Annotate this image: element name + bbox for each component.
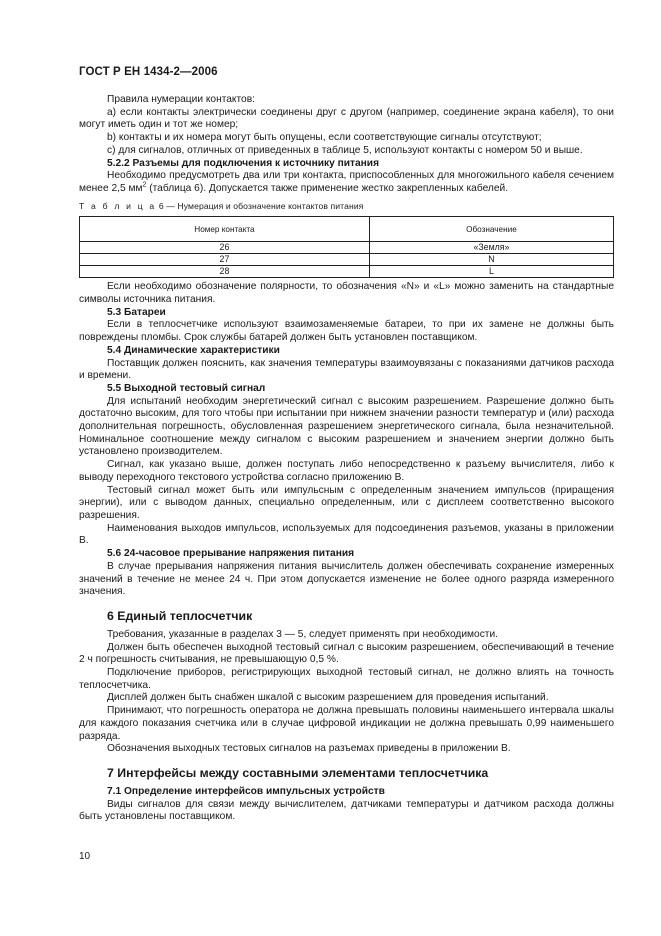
list-item: a) если контакты электрически соединены друг с другом (например, соединение экрана кабеля), то они могут иметь один и тот же номер; <box>79 106 614 131</box>
paragraph: Дисплей должен быть снабжен шкалой с высоким разрешением для проведения испытаний. <box>107 692 549 704</box>
text: (таблица 6). Допускается также применение жестко закрепленных кабелей. <box>146 182 509 194</box>
paragraph: Подключение приборов, регистрирующих выходной тестовый сигнал, не должно влиять на точность теплосчетчика. <box>79 667 614 691</box>
paragraph: Принимают, что погрешность оператора не должна превышать половины наименьшего интервала шкалы для каждого показания счетчика или в случае цифровой индикации не должна превышать 0,99 наименьшего разряда. <box>79 705 614 742</box>
paragraph: Если необходимо обозначение полярности, то обозначения «N» и «L» можно заменить на стандартные символы источника питания. <box>79 281 614 306</box>
paragraph: Наименования выходов импульсов, используемых для подсоединения разъемов, указаны в приложении В. <box>79 522 614 547</box>
list-item: c) для сигналов, отличных от приведенных в таблице 5, используют контакты с номером 50 и выше. <box>107 144 583 156</box>
table-row <box>80 242 614 254</box>
table-cell: L <box>369 266 613 278</box>
section-heading-7: 7 Интерфейсы между составными элементами теплосчетчика <box>107 765 489 780</box>
paragraph: В случае прерывания напряжения питания вычислитель должен обеспечивать сохранение измеренных значений в течение не менее 24 ч. При этом допускается изменение не более одного разряда измеренного значения. <box>79 560 614 598</box>
subsection-heading-5-3: 5.3 Батареи <box>107 306 166 318</box>
table-cell: N <box>369 254 613 266</box>
paragraph: Обозначения выходных тестовых сигналов на разъемах приведены в приложении В. <box>107 743 511 755</box>
contacts-table <box>79 216 614 278</box>
paragraph: Поставщик должен пояснить, как значения температуры взаимоувязаны с показаниями датчиков расхода и времени. <box>79 357 614 382</box>
subsection-heading-5-6: 5.6 24-часовое прерывание напряжения питания <box>107 548 355 560</box>
column-header: Обозначение <box>369 217 613 242</box>
caption-prefix: Т а б л и ц а <box>79 200 157 211</box>
subsection-heading-5-2-2: 5.2.2 Разъемы для подключения к источнику питания <box>107 157 380 169</box>
subsection-heading-5-4: 5.4 Динамические характеристики <box>107 344 280 356</box>
table-cell: 27 <box>80 254 370 266</box>
paragraph: Тестовый сигнал может быть или импульсным с определенным значением импульсов (приращения энергии), или с выводом данных, специально определенным, или с дисплеем соответственно высокого разрешения. <box>79 484 614 521</box>
subsection-heading-7-1: 7.1 Определение интерфейсов импульсных устройств <box>107 785 385 797</box>
section-heading-6: 6 Единый теплосчетчик <box>107 608 253 623</box>
paragraph: Правила нумерации контактов: <box>107 94 255 105</box>
page-content <box>79 94 614 824</box>
table-cell: 26 <box>80 242 370 254</box>
paragraph: Сигнал, как указано выше, должен поступать либо непосредственно к разъему вычислителя, либо к выводу переходного текстового устройства согласно приложению В. <box>79 459 614 483</box>
superscript: 2 <box>142 181 147 189</box>
list-item: b) контакты и их номера могут быть опущены, если соответствующие сигналы отсутствуют; <box>107 132 542 144</box>
table-caption <box>79 200 614 213</box>
caption-text: 6 — Нумерация и обозначение контактов питания <box>158 200 364 211</box>
paragraph <box>79 170 614 195</box>
table-row <box>80 254 614 266</box>
page-number: 10 <box>79 851 91 862</box>
table-row <box>80 266 614 278</box>
paragraph: Виды сигналов для связи между вычислителем, датчиками температуры и датчиком расхода должны быть установлены поставщиком. <box>79 798 614 823</box>
paragraph: Должен быть обеспечен выходной тестовый сигнал с высоким разрешением, обеспечивающий в течение 2 ч погрешность считывания, не превышающую 0,5 %. <box>79 641 614 666</box>
table-header-row <box>80 217 614 242</box>
paragraph: Требования, указанные в разделах 3 — 5, следует применять при необходимости. <box>107 628 498 640</box>
text: Необходимо предусмотреть два или три контакта, приспособленных для многожильного кабеля сечением менее 2,5 мм <box>79 170 614 194</box>
subsection-heading-5-5: 5.5 Выходной тестовый сигнал <box>107 382 266 394</box>
document-header: ГОСТ Р ЕН 1434-2—2006 <box>79 66 218 78</box>
table-cell: «Земля» <box>369 242 613 254</box>
paragraph: Если в теплосчетчике используют взаимозаменяемые батареи, то при их замене не должны быть повреждены пломбы. Срок службы батарей должен быть установлен поставщиком. <box>79 319 614 344</box>
column-header: Номер контакта <box>80 217 370 242</box>
paragraph: Для испытаний необходим энергетический сигнал с высоким разрешением. Разрешение должно быть достаточно высоким, для того чтобы при испытании при нижнем значении разности температур и (или) расхода дополнительная погрешность, обусловленная разрешением энергетического сигнала, была незначительной. Номинальное соотношение между сигналом с высоким разрешением и значением энергии должно быть установлено производителем. <box>79 395 614 458</box>
table-cell: 28 <box>80 266 370 278</box>
